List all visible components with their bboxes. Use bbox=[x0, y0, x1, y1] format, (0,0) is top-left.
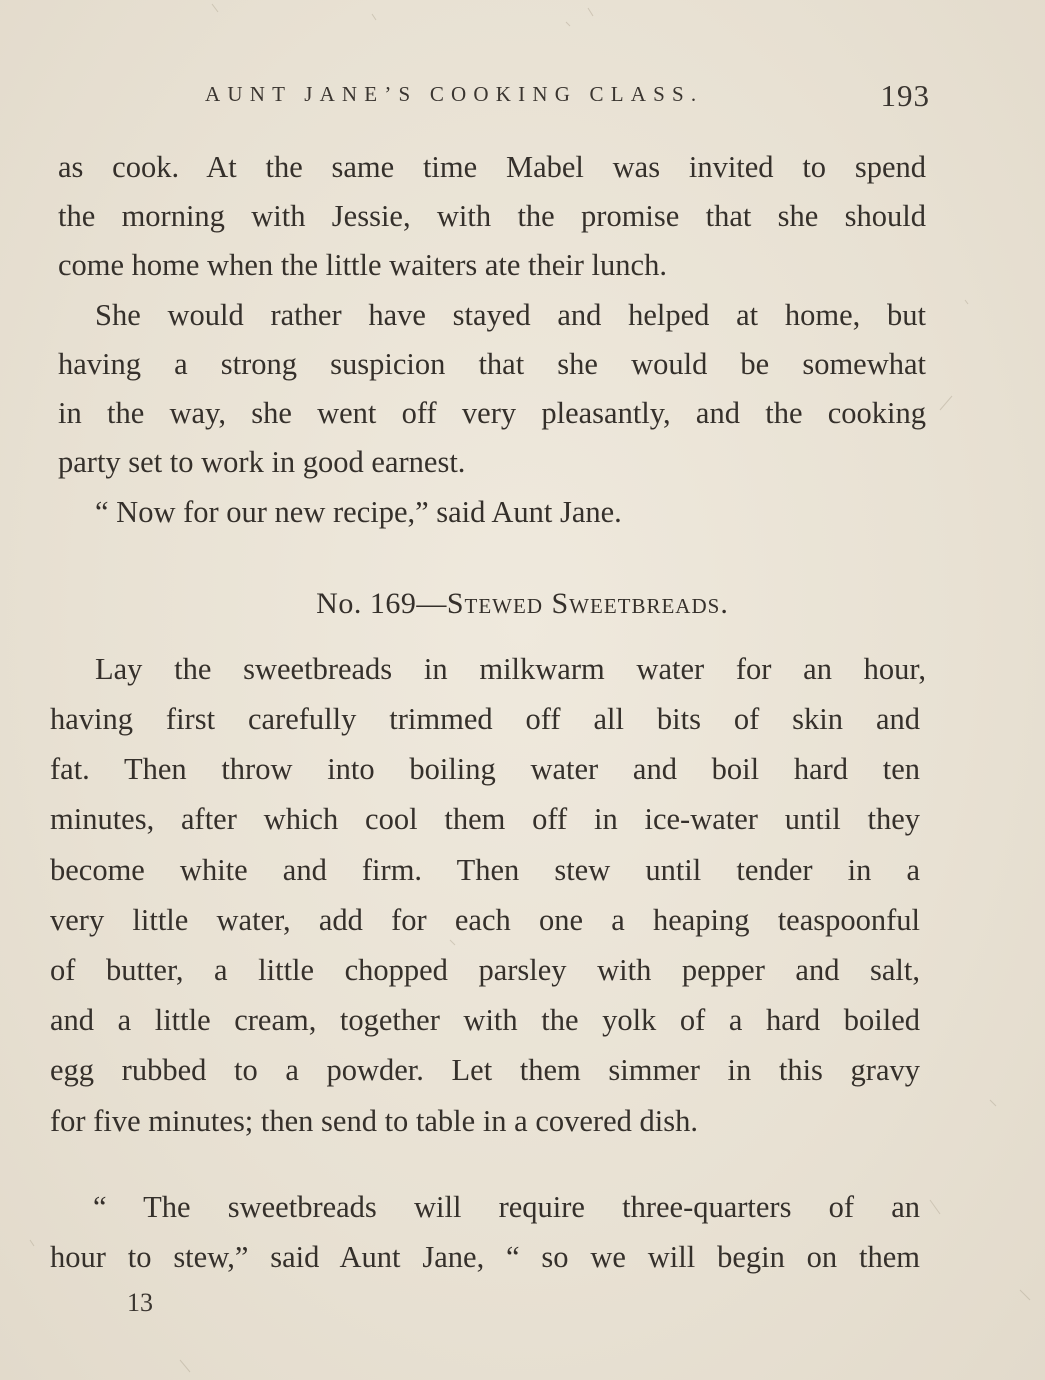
recipe-line: having first carefully trimmed off all bits of skin and bbox=[50, 702, 920, 736]
recipe-title: Stewed Sweetbreads. bbox=[446, 587, 729, 620]
recipe-line: minutes, after which cool them off in ice-water until they bbox=[50, 802, 920, 836]
recipe-line: fat. Then throw into boiling water and boil hard ten bbox=[50, 752, 920, 786]
page-header bbox=[60, 78, 930, 118]
text-line: the morning with Jessie, with the promise that she should bbox=[58, 199, 926, 233]
recipe-line: egg rubbed to a powder. Let them simmer in this gravy bbox=[50, 1053, 920, 1087]
text-line: party set to work in good earnest. bbox=[58, 445, 466, 479]
recipe-line: very little water, add for each one a heaping teaspoonful bbox=[50, 903, 920, 937]
text-line: come home when the little waiters ate their lunch. bbox=[58, 248, 667, 282]
recipe-number: No. 169— bbox=[316, 587, 447, 620]
running-title: AUNT JANE’S COOKING CLASS. bbox=[205, 82, 704, 106]
recipe-line: Lay the sweetbreads in milkwarm water for an hour, bbox=[95, 652, 926, 686]
recipe-heading bbox=[0, 583, 1045, 625]
text-line: in the way, she went off very pleasantly, and the cooking bbox=[58, 396, 926, 430]
recipe-line: become white and firm. Then stew until tender in a bbox=[50, 853, 920, 887]
recipe-line: of butter, a little chopped parsley with pepper and salt, bbox=[50, 953, 920, 987]
text-line: “ The sweetbreads will require three-quarters of an bbox=[93, 1190, 920, 1224]
text-line: as cook. At the same time Mabel was invited to spend bbox=[58, 150, 926, 184]
signature-mark: 13 bbox=[127, 1288, 153, 1317]
text-line: having a strong suspicion that she would be somewhat bbox=[58, 347, 926, 381]
recipe-line: for five minutes; then send to table in a covered dish. bbox=[50, 1104, 698, 1138]
text-line: She would rather have stayed and helped at home, but bbox=[95, 298, 926, 332]
text-line: “ Now for our new recipe,” said Aunt Jane. bbox=[95, 495, 622, 529]
recipe-line: and a little cream, together with the yolk of a hard boiled bbox=[50, 1003, 920, 1037]
page-number: 193 bbox=[880, 78, 930, 113]
text-line: hour to stew,” said Aunt Jane, “ so we will begin on them bbox=[50, 1240, 920, 1274]
